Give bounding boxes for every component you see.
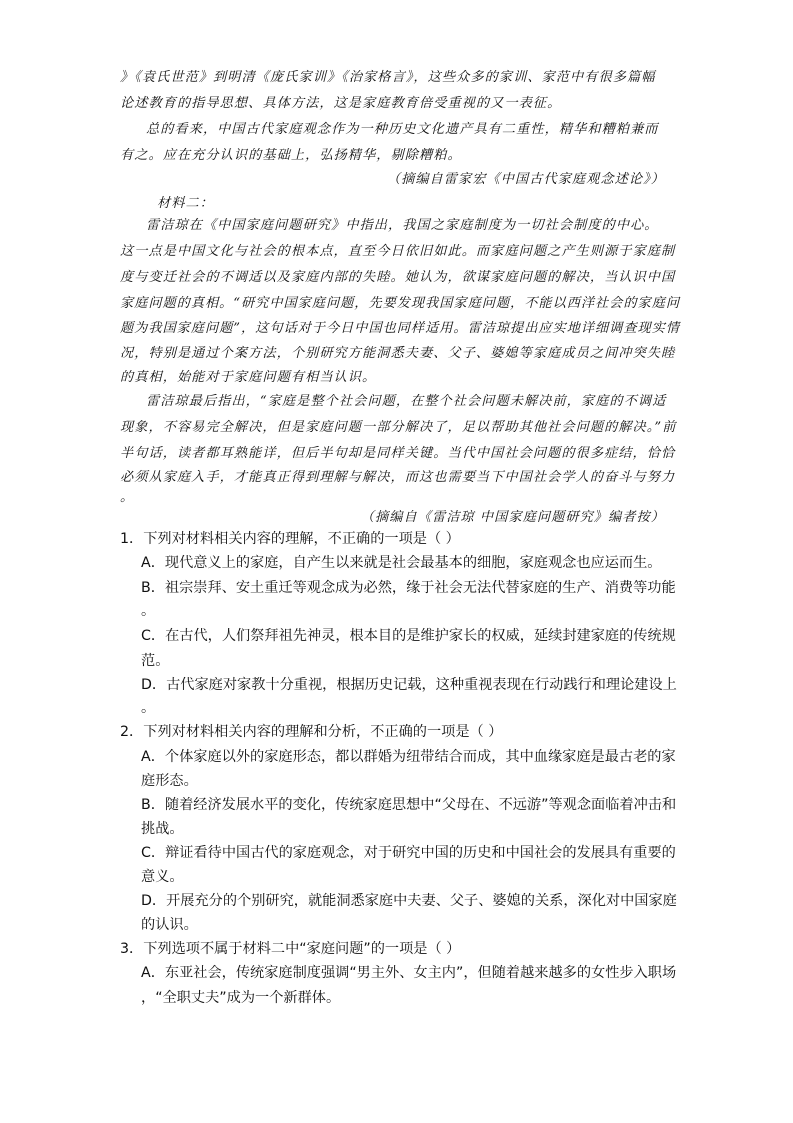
- passage-line: 家庭问题的真相。“研究中国家庭问题，先要发现我国家庭问题，不能以西洋社会的家庭问: [120, 296, 680, 311]
- passage-line: 论述教育的指导思想、具体方法，这是家庭教育倍受重视的又一表征。: [120, 96, 562, 111]
- passage-line: 雷洁琼在《中国家庭问题研究》中指出，我国之家庭制度为一切社会制度的中心。: [146, 218, 659, 233]
- passage-line: 度与变迁社会的不调适以及家庭内部的失睦。她认为，欲谋家庭问题的解决，当认识中国: [120, 270, 676, 285]
- passage-line: 半句话，读者都耳熟能详，但后半句却是同样关键。当代中国社会问题的很多症结，恰恰: [120, 446, 676, 461]
- passage-line: 题为我国家庭问题”，这句话对于今日中国也同样适用。雷洁琼提出应实地详细调查现实情: [120, 321, 680, 336]
- passage-line: 现象，不容易完全解决，但是家庭问题一部分解决了，足以帮助其他社会问题的解决。”前: [120, 420, 677, 435]
- passage-line: 必须从家庭入手，才能真正得到理解与解决，而这也需要当下中国社会学人的奋斗与努力: [120, 470, 676, 485]
- option-a-cont: ，“全职丈夫”成为一个新群体。: [141, 990, 341, 1006]
- option-d[interactable]: D．古代家庭对家教十分重视，根据历史记载，这种重视表现在行动践行和理论建设上: [141, 677, 677, 693]
- passage-line: 况，特别是通过个案方法，个别研究方能洞悉夫妻、父子、婆媳等家庭成员之间冲突失睦: [120, 346, 676, 361]
- passage-line: 有之。应在充分认识的基础上，弘扬精华，剔除糟粕。: [120, 148, 462, 163]
- option-b-cont: 。: [141, 603, 156, 619]
- option-c-cont: 意义。: [141, 869, 184, 885]
- option-c[interactable]: C．辩证看待中国古代的家庭观念，对于研究中国的历史和中国社会的发展具有重要的: [141, 845, 676, 861]
- source-citation: （摘编自雷家宏《中国古代家庭观念述论》）: [386, 172, 665, 187]
- option-c-cont: 范。: [141, 653, 170, 669]
- question-stem: 2．下列对材料相关内容的理解和分析，不正确的一项是（ ）: [120, 724, 503, 740]
- option-a[interactable]: A．现代意义上的家庭，自产生以来就是社会最基本的细胞，家庭观念也应运而生。: [141, 555, 662, 571]
- source-citation: （摘编自《雷洁琼 中国家庭问题研究》编者按）: [360, 510, 665, 525]
- passage-line: 雷洁琼最后指出，“家庭是整个社会问题，在整个社会问题未解决前，家庭的不调适: [146, 394, 667, 409]
- option-a[interactable]: A．东亚社会，传统家庭制度强调“男主外、女主内”，但随着越来越多的女性步入职场: [141, 965, 677, 981]
- material-heading: 材料二：: [157, 196, 214, 211]
- option-b[interactable]: B．祖宗崇拜、安土重迁等观念成为必然，缘于社会无法代替家庭的生产、消费等功能: [141, 580, 676, 596]
- passage-line: 这一点是中国文化与社会的根本点，直至今日依旧如此。而家庭问题之产生则源于家庭制: [120, 244, 676, 259]
- option-c[interactable]: C．在古代，人们祭拜祖先神灵，根本目的是维护家长的权威，延续封建家庭的传统规: [141, 628, 676, 644]
- passage-line: 的真相，始能对于家庭问题有相当认识。: [120, 370, 377, 385]
- option-d-cont: 的认识。: [141, 917, 198, 933]
- question-stem: 1．下列对材料相关内容的理解，不正确的一项是（ ）: [120, 531, 460, 547]
- passage-line: 总的看来，中国古代家庭观念作为一种历史文化遗产具有二重性，精华和糟粕兼而: [146, 122, 659, 137]
- question-stem: 3．下列选项不属于材料二中“家庭问题”的一项是（ ）: [120, 941, 461, 957]
- option-d[interactable]: D．开展充分的个别研究，就能洞悉家庭中夫妻、父子、婆媳的关系，深化对中国家庭: [141, 893, 677, 909]
- option-a-cont: 庭形态。: [141, 773, 198, 789]
- option-b[interactable]: B．随着经济发展水平的变化，传统家庭思想中“父母在、不远游”等观念面临着冲击和: [141, 797, 677, 813]
- passage-line: 。: [120, 490, 135, 505]
- option-a[interactable]: A．个体家庭以外的家庭形态，都以群婚为纽带结合而成，其中血缘家庭是最古老的家: [141, 749, 676, 765]
- option-d-cont: 。: [141, 700, 156, 716]
- passage-line: 》《袁氏世范》到明清《庞氏家训》《治家格言》，这些众多的家训、家范中有很多篇幅: [120, 70, 656, 85]
- option-b-cont: 挑战。: [141, 821, 184, 837]
